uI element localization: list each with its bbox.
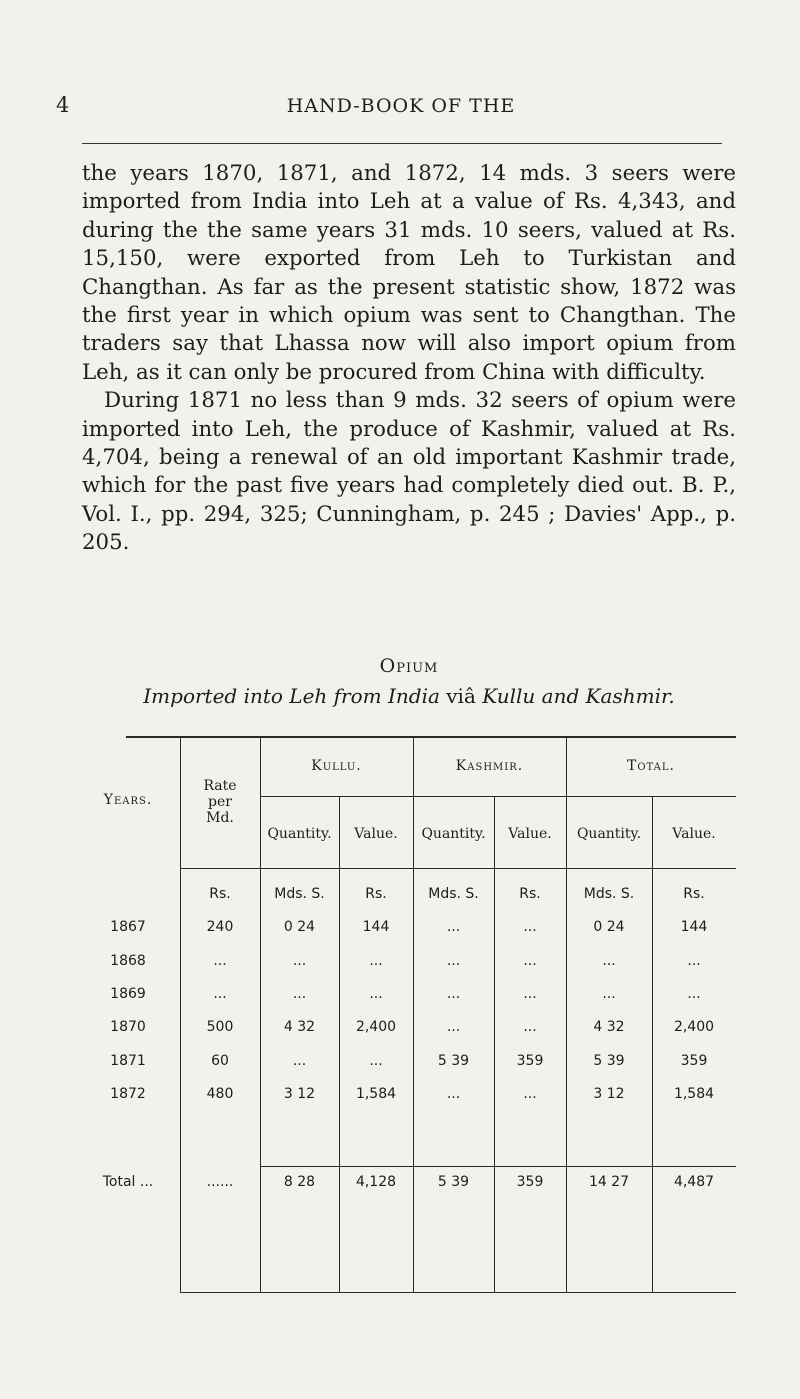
table-cell: ... (523, 985, 537, 1002)
paragraph-1: the years 1870, 1871, and 1872, 14 mds. 3 seers were imported from India into Leh at a value of Rs. 4,343, and during the the same years 31 mds. 10 seers, valued at Rs. 15,150, were exported from Leh to Turkistan and Changthan. As far as the present statistic show, 1872 was the first year in which opium was sent to Changthan. The traders say that Lhassa now will also import opium from Leh, as it can only be procured from China with difficulty. (82, 161, 736, 385)
column-rule (566, 736, 567, 1292)
table-cell: 4 32 (593, 1019, 625, 1036)
header-years: Years. (103, 792, 153, 808)
table-cell: ... (446, 1085, 461, 1102)
table-cell: 144 (680, 919, 708, 936)
table-cell: 4 32 (283, 1019, 316, 1036)
table-cell: 3 12 (283, 1085, 316, 1102)
table-cell: ... (523, 1019, 537, 1036)
table-cell: 0 24 (593, 919, 625, 936)
table-cell: ... (523, 919, 537, 936)
table-cell: 144 (362, 919, 390, 936)
table-cell: 60 (211, 1052, 229, 1069)
table-cell: ... (213, 952, 227, 969)
table-cell: 2,400 (673, 1019, 715, 1036)
total-cell: 359 (516, 1174, 544, 1190)
header-value: Value. (508, 826, 552, 842)
table-cell: ... (523, 1085, 537, 1102)
year-cell: 1870 (110, 1019, 146, 1036)
opium-table (76, 736, 736, 1300)
table-cell: 5 39 (437, 1052, 470, 1069)
table-title: Opium (379, 655, 439, 677)
running-head: HAND-BOOK OF THE (286, 95, 516, 117)
page-number: 4 (56, 93, 70, 117)
table-bottom-rule (180, 1292, 736, 1293)
header-rate: Rate per Md. (203, 778, 237, 826)
table-top-rule (126, 736, 736, 738)
year-cell: 1869 (110, 985, 146, 1002)
body-text (82, 160, 736, 558)
paragraph-2: During 1871 no less than 9 mds. 32 seers of opium were imported into Leh, the produce of Kashmir, valued at Rs. 4,704, being a renewal of an old important Kashmir trade, which for the past five years had completely died out. B. P., Vol. I., pp. 294, 325; Cunningham, p. 245 ; Davies' App., p. 205. (82, 388, 736, 556)
column-rule (339, 796, 340, 1292)
table-cell: ... (687, 985, 701, 1002)
table-cell: 3 12 (593, 1085, 625, 1102)
year-cell: 1868 (110, 952, 146, 969)
table-cell: 480 (206, 1085, 234, 1102)
table-cell: ... (213, 985, 227, 1002)
header-value: Value. (672, 826, 716, 842)
header-quantity: Quantity. (421, 826, 486, 842)
page-header (56, 93, 746, 127)
column-rule (652, 796, 653, 1292)
year-cell: 1867 (110, 919, 146, 936)
table-cell: 240 (206, 919, 234, 936)
table-cell: 359 (516, 1052, 544, 1069)
table-cell: ... (292, 985, 307, 1002)
table-cell: ... (292, 952, 307, 969)
total-cell: 5 39 (437, 1174, 470, 1190)
table-cell: 1,584 (355, 1085, 397, 1102)
header-kullu: Kullu. (311, 758, 362, 774)
header-quantity: Quantity. (576, 826, 642, 842)
unit-label: Rs. (519, 886, 541, 902)
table-cell: ... (369, 1052, 383, 1069)
table-cell: 1,584 (673, 1085, 715, 1102)
table-cell: 500 (206, 1019, 234, 1036)
table-cell: ... (602, 952, 616, 969)
total-label: Total ... (102, 1174, 154, 1190)
table-cell: ... (446, 919, 461, 936)
table-cell: ... (446, 952, 461, 969)
table-cell: 2,400 (355, 1019, 397, 1036)
header-value: Value. (354, 826, 398, 842)
header-rule (82, 143, 722, 144)
table-cell: 0 24 (283, 919, 316, 936)
header-total: Total. (627, 758, 675, 774)
unit-label: Rs. (365, 886, 387, 902)
table-cell: ... (369, 985, 383, 1002)
total-cell: 8 28 (283, 1174, 316, 1190)
unit-label: Rs. (209, 886, 231, 902)
column-rule (260, 736, 261, 1292)
table-cell: ... (369, 952, 383, 969)
unit-label: Mds. S. (274, 886, 325, 902)
year-cell: 1872 (110, 1085, 146, 1102)
header-kashmir: Kashmir. (455, 758, 524, 774)
table-cell: ... (602, 985, 616, 1002)
total-cell: 4,487 (673, 1174, 715, 1190)
unit-label: Mds. S. (428, 886, 479, 902)
column-rule (494, 796, 495, 1292)
total-rule (260, 1166, 736, 1167)
header-quantity: Quantity. (267, 826, 332, 842)
table-subtitle: Imported into Leh from India viâ Kullu and Kashmir. (143, 684, 675, 708)
table-cell: ... (292, 1052, 307, 1069)
table-cell: 5 39 (593, 1052, 625, 1069)
total-cell: ...... (206, 1174, 234, 1190)
table-cell: 359 (680, 1052, 708, 1069)
table-cell: ... (446, 1019, 461, 1036)
subheader-rule (260, 796, 736, 797)
column-rule (413, 736, 414, 1292)
unit-label: Mds. S. (583, 886, 635, 902)
table-cell: ... (687, 952, 701, 969)
unit-label: Rs. (683, 886, 705, 902)
table-cell: ... (523, 952, 537, 969)
total-cell: 14 27 (588, 1174, 630, 1190)
total-cell: 4,128 (355, 1174, 397, 1190)
year-cell: 1871 (110, 1052, 146, 1069)
table-cell: ... (446, 985, 461, 1002)
